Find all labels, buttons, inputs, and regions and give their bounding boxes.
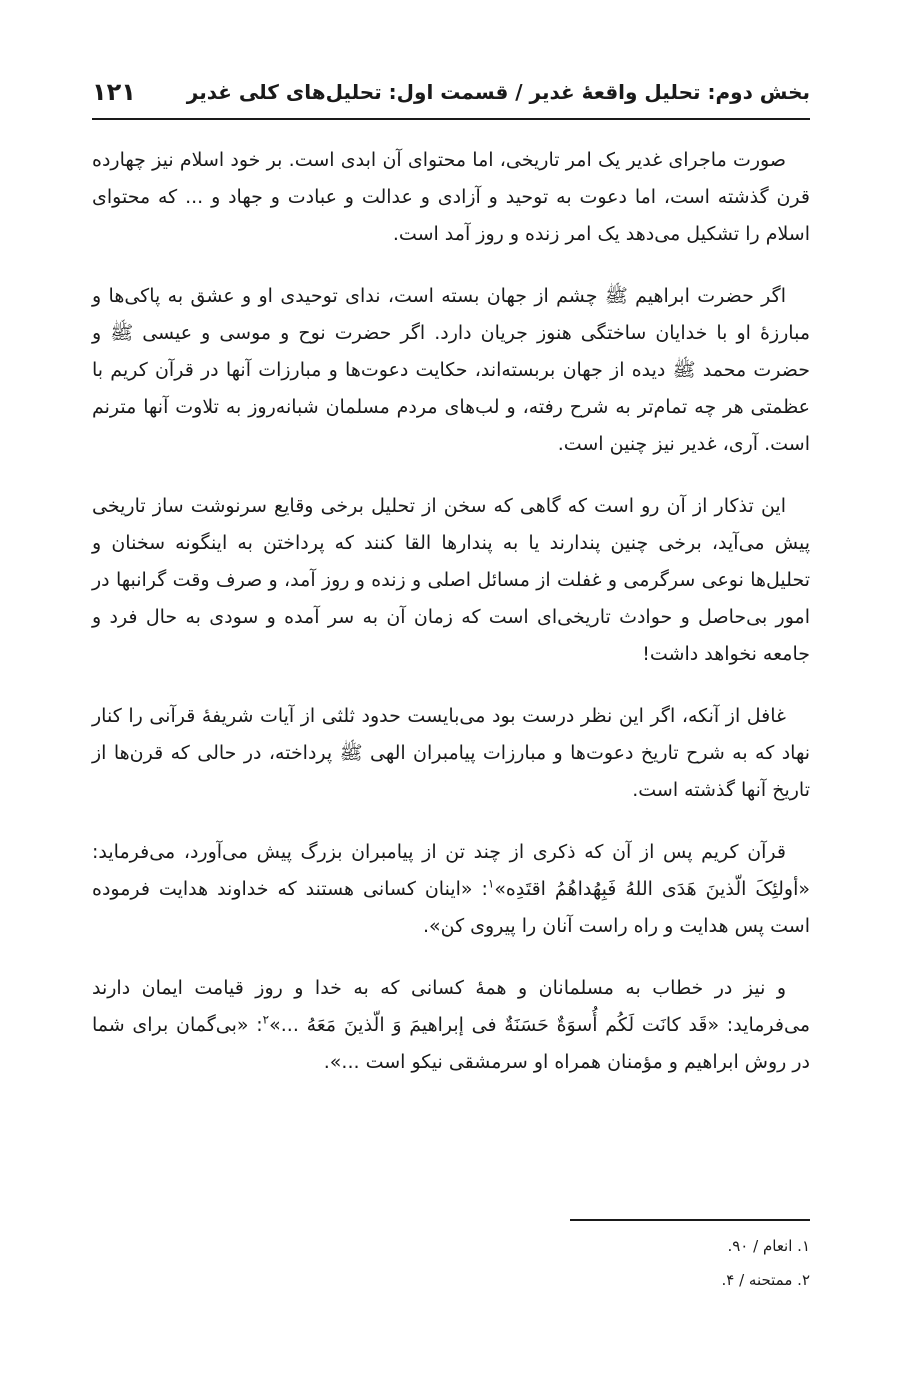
footnotes (92, 1236, 810, 1304)
footnote-ref[interactable]: ۲ (262, 1012, 270, 1027)
paragraph: صورت ماجرای غدیر یک امر تاریخی، اما محتوای آن ابدی است. بر خود اسلام نیز چهارده قرن گذشته است، اما دعوت به توحید و آزادی و عدالت و عبادت و جهاد و ... که محتوای اسلام را تشکیل می‌دهد یک امر زنده و روز آمد است. (92, 149, 810, 245)
book-page (92, 0, 810, 1390)
header-title: بخش دوم: تحلیل واقعهٔ غدیر / قسمت اول: تحلیل‌های کلی غدیر (186, 80, 810, 104)
footnote-ref[interactable]: ۱ (487, 876, 495, 891)
header-divider (92, 118, 810, 120)
paragraph: غافل از آنکه، اگر این نظر درست بود می‌بایست حدود ثلثی از آیات شریفهٔ قرآنی را کنار نهاد که به شرح تاریخ دعوت‌ها و مبارزات پیامبران الهی ﷺ پرداخته، در حالی که قرن‌ها از تاریخ آنها گذشته است. (92, 705, 810, 801)
footnote: ۲. ممتحنه / ۴. (721, 1271, 810, 1289)
quote-translation: : «بی‌گمان برای شما در روش ابراهیم و مؤمنان همراه او سرمشقی نیکو است ...». (92, 1014, 810, 1073)
paragraph: این تذکار از آن رو است که گاهی که سخن از تحلیل برخی وقایع سرنوشت ساز تاریخی پیش می‌آید، برخی چنین پندارند یا به پندارها القا کنند که پرداختن به اینگونه سخنان و تحلیل‌ها نوعی سرگرمی و غفلت از مسائل اصلی و زنده و روز آمد، و صرف وقت گرانبها در امور بی‌حاصل و حوادث تاریخی‌ای است که زمان آن به سر آمده و سودی به حال فرد و جامعه نخواهد داشت! (92, 495, 810, 665)
quran-quote-text: قرآن کریم پس از آن که ذکری از چند تن از پیامبران بزرگ پیش می‌آورد، می‌فرماید: «أولئِکَ الّذینَ هَدَی اللهُ فَبِهُداهُمُ اقتَدِه» (92, 841, 810, 900)
paragraph (92, 970, 810, 1081)
paragraph: اگر حضرت ابراهیم ﷺ چشم از جهان بسته است، ندای توحیدی او و عشق به پاکی‌ها و مبارزهٔ او با خدایان ساختگی هنوز جریان دارد. اگر حضرت نوح و موسی و عیسی ﷺ و حضرت محمد ﷺ دیده از جهان بربسته‌اند، حکایت دعوت‌ها و مبارزات آنها در قرآن کریم با عظمتی هر چه تمام‌تر به شرح رفته، و لب‌های مردم مسلمان شبانه‌روز به تلاوت آنها مترنم است. آری، غدیر نیز چنین است. (92, 285, 810, 455)
footnote: ۱. انعام / ۹۰. (727, 1237, 810, 1255)
page-body (92, 142, 810, 1106)
running-header (92, 70, 810, 114)
footnote-divider (570, 1219, 810, 1221)
quote-translation: : «اینان کسانی هستند که خداوند هدایت فرموده است پس هدایت و راه راست آنان را پیروی کن». (92, 878, 810, 937)
quran-quote-text: و نیز در خطاب به مسلمانان و همهٔ کسانی که به خدا و روز قیامت ایمان دارند می‌فرماید: «قَد کانَت لَکُم أُسوَةٌ حَسَنَةٌ فی إبراهیمَ وَ الّذینَ مَعَهُ ...» (92, 977, 811, 1036)
page-number: ۱۲۱ (92, 78, 136, 106)
paragraph (92, 834, 810, 945)
